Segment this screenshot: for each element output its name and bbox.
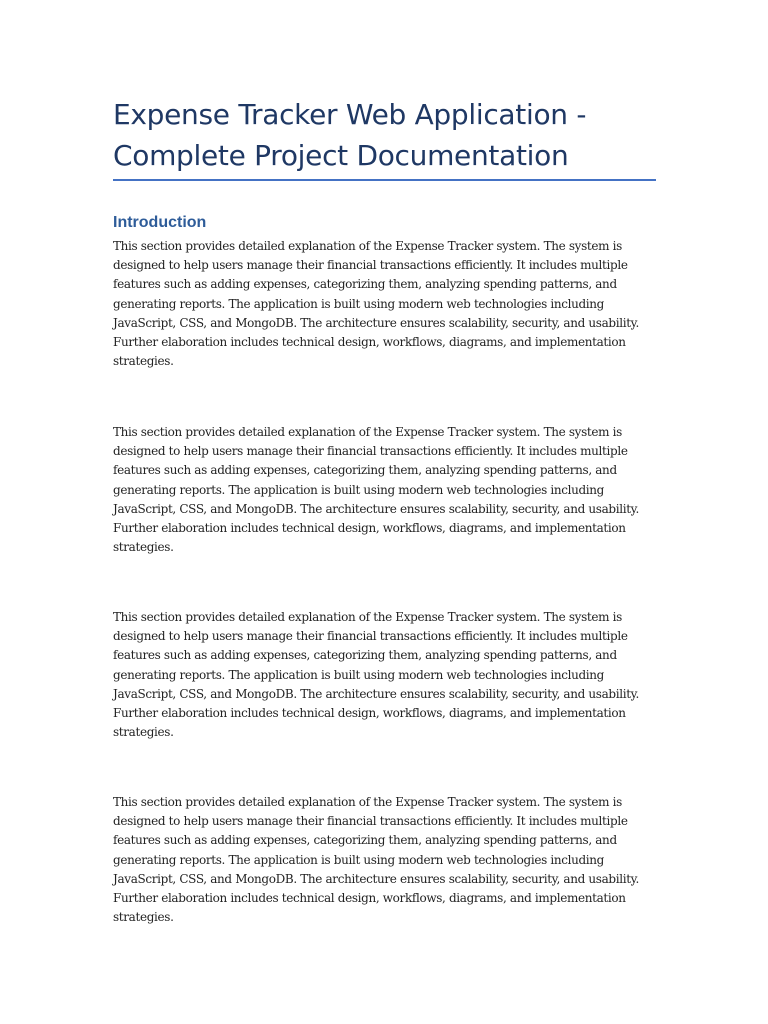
section-heading-introduction: Introduction [113,214,207,231]
document-title: Expense Tracker Web Application - Complete Project Documentation [113,98,587,172]
body-paragraph-4: This section provides detailed explanation of the Expense Tracker system. The system is designed to help users manage their financial transactions efficiently. It includes multiple features such as adding expenses, categorizing them, analyzing spending patterns, and generating reports. The application is built using modern web technologies including JavaScript, CSS, and MongoDB. The architecture ensures scalability, security, and usability. Further elaboration includes technical design, workflows, diagrams, and implementation strategies. [113,795,639,925]
body-paragraph-1: This section provides detailed explanation of the Expense Tracker system. The system is designed to help users manage their financial transactions efficiently. It includes multiple features such as adding expenses, categorizing them, analyzing spending patterns, and generating reports. The application is built using modern web technologies including JavaScript, CSS, and MongoDB. The architecture ensures scalability, security, and usability. Further elaboration includes technical design, workflows, diagrams, and implementation strategies. [113,239,639,369]
body-paragraph-3: This section provides detailed explanation of the Expense Tracker system. The system is designed to help users manage their financial transactions efficiently. It includes multiple features such as adding expenses, categorizing them, analyzing spending patterns, and generating reports. The application is built using modern web technologies including JavaScript, CSS, and MongoDB. The architecture ensures scalability, security, and usability. Further elaboration includes technical design, workflows, diagrams, and implementation strategies. [113,610,639,740]
body-paragraph-2: This section provides detailed explanation of the Expense Tracker system. The system is designed to help users manage their financial transactions efficiently. It includes multiple features such as adding expenses, categorizing them, analyzing spending patterns, and generating reports. The application is built using modern web technologies including JavaScript, CSS, and MongoDB. The architecture ensures scalability, security, and usability. Further elaboration includes technical design, workflows, diagrams, and implementation strategies. [113,425,639,555]
title-underline-divider [113,179,656,181]
